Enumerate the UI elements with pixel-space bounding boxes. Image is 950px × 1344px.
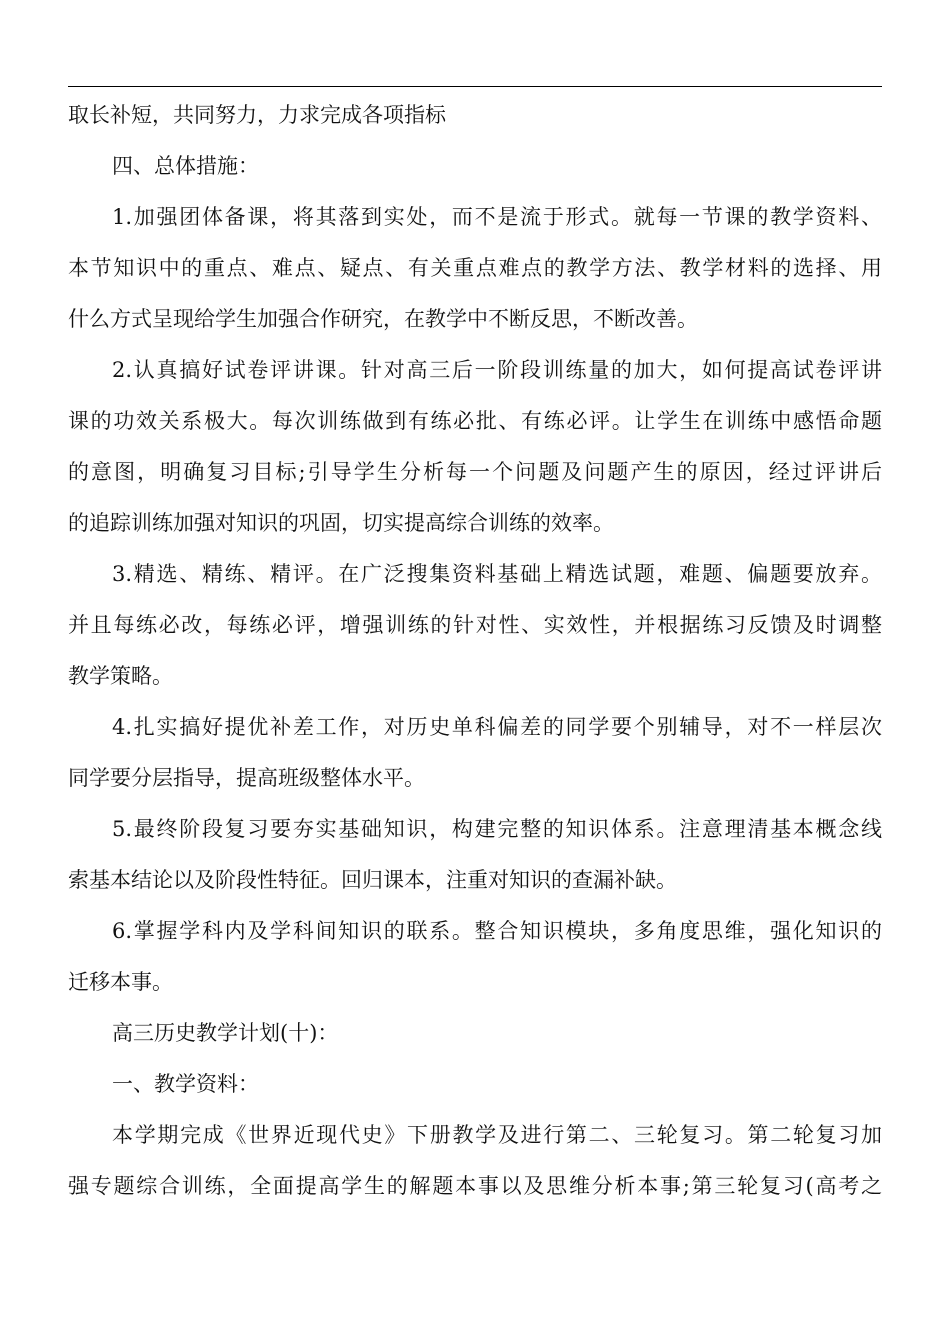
text-line: 索基本结论以及阶段性特征。回归课本，注重对知识的查漏补缺。	[68, 868, 677, 892]
text-line: 强专题综合训练，全面提高学生的解题本事以及思维分析本事;第三轮复习(高考之	[68, 1174, 882, 1198]
text-line: 同学要分层指导，提高班级整体水平。	[68, 766, 425, 790]
header-rule	[68, 86, 882, 87]
text-line: 课的功效关系极大。每次训练做到有练必批、有练必评。让学生在训练中感悟命题	[68, 409, 882, 433]
text-line-item-6: 6.掌握学科内及学科间知识的联系。整合知识模块，多角度思维，强化知识的	[112, 919, 882, 943]
document-body	[68, 90, 882, 1212]
text-line: 什么方式呈现给学生加强合作研究，在教学中不断反思，不断改善。	[68, 307, 698, 331]
text-line: 本学期完成《世界近现代史》下册教学及进行第二、三轮复习。第二轮复习加	[112, 1123, 882, 1147]
text-line: 的意图，明确复习目标;引导学生分析每一个问题及问题产生的原因，经过评讲后	[68, 460, 882, 484]
section-heading-measures: 四、总体措施：	[112, 154, 259, 178]
text-line-continuation: 取长补短，共同努力，力求完成各项指标	[68, 103, 446, 127]
text-line-item-5: 5.最终阶段复习要夯实基础知识，构建完整的知识体系。注意理清基本概念线	[112, 817, 882, 841]
section-heading-teaching-materials: 一、教学资料：	[112, 1072, 259, 1096]
text-line: 教学策略。	[68, 664, 173, 688]
text-line: 本节知识中的重点、难点、疑点、有关重点难点的教学方法、教学材料的选择、用	[68, 256, 882, 280]
text-line-item-2: 2.认真搞好试卷评讲课。针对高三后一阶段训练量的加大，如何提高试卷评讲	[112, 358, 882, 382]
text-line: 的追踪训练加强对知识的巩固，切实提高综合训练的效率。	[68, 511, 614, 535]
text-line-item-1: 1.加强团体备课，将其落到实处，而不是流于形式。就每一节课的教学资料、	[112, 205, 882, 229]
text-line-item-3: 3.精选、精练、精评。在广泛搜集资料基础上精选试题，难题、偏题要放弃。	[112, 562, 882, 586]
text-line-item-4: 4.扎实搞好提优补差工作，对历史单科偏差的同学要个别辅导，对不一样层次	[112, 715, 882, 739]
section-title-plan-10: 高三历史教学计划(十)：	[112, 1021, 339, 1045]
text-line: 并且每练必改，每练必评，增强训练的针对性、实效性，并根据练习反馈及时调整	[68, 613, 882, 637]
text-line: 迁移本事。	[68, 970, 173, 994]
